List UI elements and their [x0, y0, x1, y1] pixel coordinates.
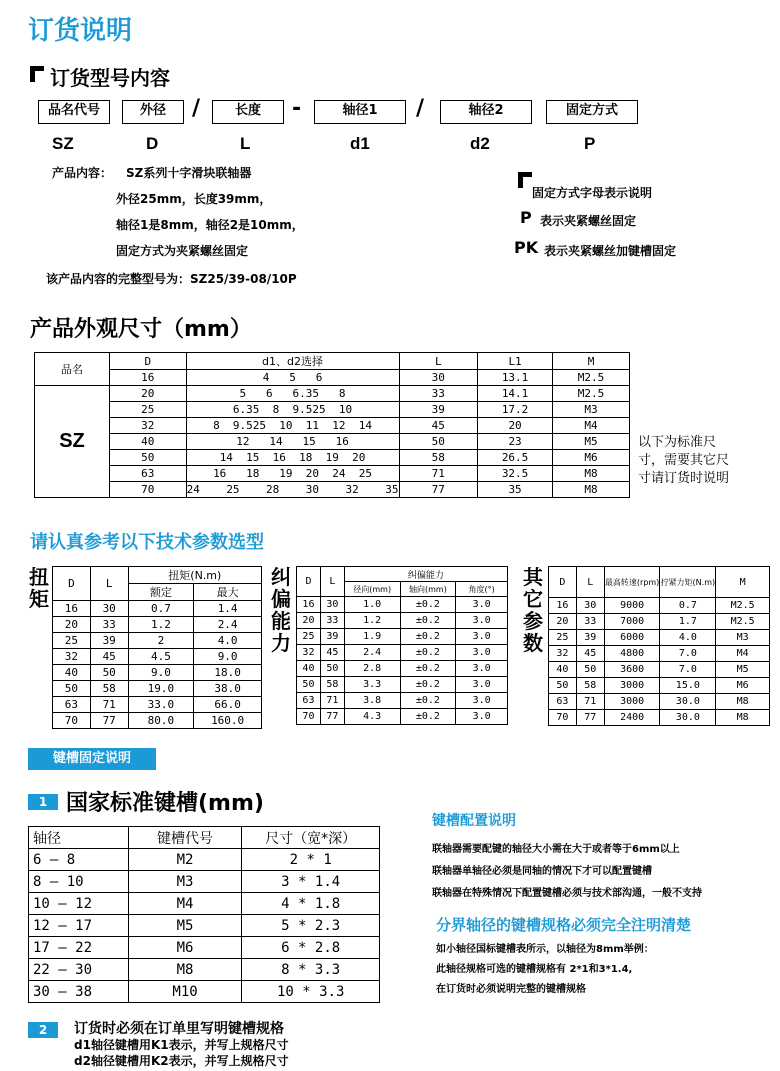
separator: /	[416, 96, 425, 121]
cell: 71	[576, 694, 604, 710]
cell: 5 6 6.35 8	[186, 386, 399, 402]
cell: 50	[320, 661, 344, 677]
table-row	[297, 677, 508, 693]
section-bracket	[30, 66, 44, 82]
fix-legend-heading: 固定方式字母表示说明	[532, 186, 653, 200]
header-max: 最大	[194, 584, 262, 601]
cell: 0.7	[128, 601, 194, 617]
cell: 30.0	[660, 694, 716, 710]
table-row	[549, 710, 770, 726]
cell: 30	[399, 370, 478, 386]
cell: ±0.2	[400, 613, 456, 629]
cell: 45	[320, 645, 344, 661]
cell: 33.0	[128, 697, 194, 713]
mark-line: 此轴径规格可选的键槽规格有 2*1和3*1.4,	[436, 964, 633, 975]
cell: 6.35 8 9.525 10	[186, 402, 399, 418]
table-row	[29, 937, 380, 959]
cell: 12 14 15 16	[186, 434, 399, 450]
table-row	[53, 633, 262, 649]
table-row	[53, 681, 262, 697]
cell: 32.5	[478, 466, 553, 482]
header-l: L	[576, 567, 604, 598]
cell: 15.0	[660, 678, 716, 694]
cell: 40	[549, 662, 577, 678]
table-row	[35, 466, 630, 482]
mark-line: 如小轴径国标键槽表所示，以轴径为8mm举例：	[436, 944, 654, 955]
cell: 14.1	[478, 386, 553, 402]
cell: 33	[576, 614, 604, 630]
cell: 30	[576, 598, 604, 614]
cell: 3.0	[456, 709, 508, 725]
cell: 63	[109, 466, 186, 482]
cell: 1.9	[344, 629, 400, 645]
table-row	[35, 434, 630, 450]
cell: 50	[53, 681, 91, 697]
cell: 58	[90, 681, 128, 697]
code-d1: d1	[350, 134, 370, 153]
cell: 2.8	[344, 661, 400, 677]
cell: 20	[53, 617, 91, 633]
cell: 9000	[604, 598, 660, 614]
header-l: L	[90, 567, 128, 601]
cell: 4.5	[128, 649, 194, 665]
cell: 20	[109, 386, 186, 402]
dimensions-note: 以下为标准尺寸，需要其它尺寸请订货时说明	[638, 435, 730, 486]
cell: 71	[90, 697, 128, 713]
cell: 70	[109, 482, 186, 498]
cell: 4 * 1.8	[242, 893, 380, 915]
cell: M4	[553, 418, 630, 434]
config-line: 联轴器在特殊情况下配置键槽必须与技术部沟通，一般不支持	[432, 888, 702, 899]
cell: 50	[297, 677, 321, 693]
fix-legend-code: PK	[514, 238, 539, 257]
header-product: 品名	[35, 353, 110, 386]
header-angle: 角度(°)	[456, 582, 508, 597]
model-box-outer-diameter: 外径	[122, 100, 184, 124]
config-line: 联轴器单轴径必须是同轴的情况下才可以配置键槽	[432, 866, 652, 877]
other-params-label: 其它参数	[523, 565, 543, 655]
deviation-table	[296, 566, 508, 725]
cell: 45	[576, 646, 604, 662]
section-number-1: 1	[28, 794, 58, 810]
cell: M4	[128, 893, 242, 915]
table-row	[549, 678, 770, 694]
cell: 23	[478, 434, 553, 450]
cell: 33	[399, 386, 478, 402]
torque-table	[52, 566, 262, 729]
cell: M5	[553, 434, 630, 450]
cell: 39	[399, 402, 478, 418]
cell: 32	[549, 646, 577, 662]
code-d2: d2	[470, 134, 490, 153]
keyway-standard-heading: 国家标准键槽(mm)	[66, 791, 264, 816]
cell: 26.5	[478, 450, 553, 466]
header-radial: 径向(mm)	[344, 582, 400, 597]
cell: 3.0	[456, 677, 508, 693]
cell: M8	[553, 466, 630, 482]
header-l: L	[320, 567, 344, 597]
header-d1d2: d1、d2选择	[186, 353, 399, 370]
cell: 58	[320, 677, 344, 693]
table-row	[297, 613, 508, 629]
cell: 18.0	[194, 665, 262, 681]
cell: M3	[553, 402, 630, 418]
header-d: D	[53, 567, 91, 601]
separator: /	[192, 96, 201, 121]
params-heading: 请认真参考以下技术参数选型	[30, 532, 264, 553]
table-row	[549, 630, 770, 646]
table-row	[53, 713, 262, 729]
cell: ±0.2	[400, 645, 456, 661]
cell: M8	[553, 482, 630, 498]
cell: M3	[128, 871, 242, 893]
cell: 33	[90, 617, 128, 633]
cell: 80.0	[128, 713, 194, 729]
cell: ±0.2	[400, 709, 456, 725]
cell: 14 15 16 18 19 20	[186, 450, 399, 466]
cell: M2.5	[553, 386, 630, 402]
cell: 16	[297, 597, 321, 613]
table-row	[53, 665, 262, 681]
cell: 8 * 3.3	[242, 959, 380, 981]
cell: 50	[90, 665, 128, 681]
cell: 20	[549, 614, 577, 630]
cell: 7000	[604, 614, 660, 630]
section-number-2: 2	[28, 1022, 58, 1038]
cell: 1.4	[194, 601, 262, 617]
cell: 2	[128, 633, 194, 649]
cell: 2.4	[194, 617, 262, 633]
separator: -	[292, 96, 302, 121]
header-m: M	[553, 353, 630, 370]
cell: 7.0	[660, 662, 716, 678]
content-line: SZ系列十字滑块联轴器	[126, 166, 252, 180]
cell: 30.0	[660, 710, 716, 726]
cell: 25	[53, 633, 91, 649]
header-d: D	[549, 567, 577, 598]
cell: 3.0	[456, 661, 508, 677]
cell: 2400	[604, 710, 660, 726]
header-shaft: 轴径	[29, 827, 129, 849]
cell: 8 — 10	[29, 871, 129, 893]
cell: ±0.2	[400, 629, 456, 645]
cell: 58	[576, 678, 604, 694]
cell: M8	[716, 710, 770, 726]
cell: 24 25 28 30 32 35	[186, 483, 399, 496]
table-row	[35, 386, 630, 402]
cell: 50	[576, 662, 604, 678]
header-tightening-torque: 拧紧力矩(N.m)	[660, 567, 716, 598]
cell: 32	[53, 649, 91, 665]
cell: 5 * 2.3	[242, 915, 380, 937]
cell: 2.4	[344, 645, 400, 661]
cell: 39	[576, 630, 604, 646]
code-l: L	[240, 134, 251, 153]
cell: 4800	[604, 646, 660, 662]
cell: 45	[90, 649, 128, 665]
table-row	[549, 614, 770, 630]
cell: 40	[109, 434, 186, 450]
cell: 16	[109, 370, 186, 386]
cell: 160.0	[194, 713, 262, 729]
cell: 25	[297, 629, 321, 645]
header-size: 尺寸（宽*深）	[242, 827, 380, 849]
cell: 20	[478, 418, 553, 434]
table-row	[53, 697, 262, 713]
cell: 71	[320, 693, 344, 709]
cell: 3000	[604, 678, 660, 694]
model-box-shaft2: 轴径2	[440, 100, 532, 124]
cell: 39	[90, 633, 128, 649]
dimensions-heading: 产品外观尺寸（mm）	[30, 317, 252, 342]
cell: 3.3	[344, 677, 400, 693]
cell: 77	[90, 713, 128, 729]
code-sz: SZ	[52, 134, 74, 153]
cell: 63	[297, 693, 321, 709]
cell: 6000	[604, 630, 660, 646]
other-params-table	[548, 566, 770, 726]
cell: 3.0	[456, 693, 508, 709]
header-deviation: 纠偏能力	[344, 567, 507, 582]
table-row	[35, 370, 630, 386]
header-l1: L1	[478, 353, 553, 370]
cell: 70	[297, 709, 321, 725]
cell: 4 5 6	[186, 370, 399, 386]
code-p: P	[584, 134, 596, 153]
table-row	[35, 402, 630, 418]
cell: 7.0	[660, 646, 716, 662]
cell: ±0.2	[400, 661, 456, 677]
content-line: 外径25mm，长度39mm，	[116, 192, 272, 206]
cell: 2 * 1	[242, 849, 380, 871]
cell: M5	[128, 915, 242, 937]
cell: 63	[53, 697, 91, 713]
cell: 13.1	[478, 370, 553, 386]
cell: 45	[399, 418, 478, 434]
cell: M3	[716, 630, 770, 646]
cell: 25	[549, 630, 577, 646]
table-row	[549, 662, 770, 678]
cell: M10	[128, 981, 242, 1003]
cell: 71	[399, 466, 478, 482]
header-m: M	[716, 567, 770, 598]
cell: 9.0	[128, 665, 194, 681]
cell: 17.2	[478, 402, 553, 418]
table-row	[297, 661, 508, 677]
cell: 3600	[604, 662, 660, 678]
cell: 50	[109, 450, 186, 466]
cell: 17 — 22	[29, 937, 129, 959]
cell: 16	[53, 601, 91, 617]
table-row	[549, 598, 770, 614]
header-axial: 轴向(mm)	[400, 582, 456, 597]
content-line: 轴径1是8mm，轴径2是10mm，	[116, 218, 304, 232]
cell: M6	[128, 937, 242, 959]
cell: 16 18 19 20 24 25	[186, 466, 399, 482]
cell: M6	[553, 450, 630, 466]
table-row	[297, 693, 508, 709]
product-sz: SZ	[35, 386, 110, 498]
cell: 3.0	[456, 613, 508, 629]
table-row	[29, 849, 380, 871]
cell: M2	[128, 849, 242, 871]
cell: 25	[109, 402, 186, 418]
cell: 4.3	[344, 709, 400, 725]
cell: 58	[399, 450, 478, 466]
keyway-badge: 键槽固定说明	[28, 748, 156, 770]
cell: 32	[109, 418, 186, 434]
table-row	[53, 649, 262, 665]
cell: M4	[716, 646, 770, 662]
cell: 19.0	[128, 681, 194, 697]
content-line: 固定方式为夹紧螺丝固定	[116, 244, 249, 258]
table-row	[29, 915, 380, 937]
cell: 70	[53, 713, 91, 729]
cell: 66.0	[194, 697, 262, 713]
table-row	[29, 893, 380, 915]
cell: 77	[576, 710, 604, 726]
cell: 4.0	[194, 633, 262, 649]
code-d: D	[146, 134, 159, 153]
cell: 33	[320, 613, 344, 629]
cell: 10 * 3.3	[242, 981, 380, 1003]
config-heading: 键槽配置说明	[432, 813, 516, 829]
header-d: D	[297, 567, 321, 597]
cell: M8	[716, 694, 770, 710]
header-max-speed: 最高转速(rpm)	[604, 567, 660, 598]
cell: 3.8	[344, 693, 400, 709]
config-line: 联轴器需要配键的轴径大小需在大于或者等于6mm以上	[432, 844, 680, 855]
cell: 30	[320, 597, 344, 613]
cell: 30 — 38	[29, 981, 129, 1003]
cell: 77	[399, 482, 478, 498]
cell: 50	[549, 678, 577, 694]
cell: 38.0	[194, 681, 262, 697]
cell: 1.2	[128, 617, 194, 633]
table-row	[29, 981, 380, 1003]
cell: 3 * 1.4	[242, 871, 380, 893]
cell: 20	[297, 613, 321, 629]
model-box-shaft1: 轴径1	[314, 100, 406, 124]
full-model: 该产品内容的完整型号为：SZ25/39-08/10P	[46, 272, 297, 286]
cell: ±0.2	[400, 677, 456, 693]
cell: 3000	[604, 694, 660, 710]
table-row	[53, 601, 262, 617]
cell: 3.0	[456, 629, 508, 645]
page-title: 订货说明	[28, 16, 133, 46]
table-row	[297, 709, 508, 725]
cell: M2.5	[716, 614, 770, 630]
cell: 16	[549, 598, 577, 614]
cell: 3.0	[456, 645, 508, 661]
cell: 40	[297, 661, 321, 677]
cell: 32	[297, 645, 321, 661]
header-torque: 扭矩(N.m)	[128, 567, 261, 584]
table-row	[549, 646, 770, 662]
table-row	[53, 617, 262, 633]
fix-legend-code: P	[520, 208, 532, 227]
torque-label: 扭矩	[29, 565, 49, 611]
header-rated: 额定	[128, 584, 194, 601]
model-box-length: 长度	[212, 100, 284, 124]
cell: 10 — 12	[29, 893, 129, 915]
cell: 39	[320, 629, 344, 645]
cell: 30	[90, 601, 128, 617]
cell: M2.5	[716, 598, 770, 614]
model-box-product-code: 品名代号	[38, 100, 110, 124]
order-line: d2轴径键槽用K2表示，并写上规格尺寸	[74, 1054, 289, 1068]
cell: 50	[399, 434, 478, 450]
header-keyway-code: 键槽代号	[128, 827, 242, 849]
cell: 40	[53, 665, 91, 681]
cell: 4.0	[660, 630, 716, 646]
cell: 1.0	[344, 597, 400, 613]
dimensions-table	[34, 352, 630, 498]
cell: M5	[716, 662, 770, 678]
table-row	[549, 694, 770, 710]
cell: 12 — 17	[29, 915, 129, 937]
legend-bracket	[518, 172, 532, 188]
order-line: 订货时必须在订单里写明键槽规格	[74, 1021, 284, 1037]
table-row	[297, 645, 508, 661]
model-box-fix-method: 固定方式	[546, 100, 638, 124]
cell: 70	[549, 710, 577, 726]
cell: 9.0	[194, 649, 262, 665]
table-row	[35, 418, 630, 434]
content-label: 产品内容：	[52, 166, 113, 180]
cell: 63	[549, 694, 577, 710]
cell: M8	[128, 959, 242, 981]
keyway-table	[28, 826, 380, 1003]
table-row	[35, 450, 630, 466]
fix-legend-text: 表示夹紧螺丝加键槽固定	[544, 244, 677, 258]
cell: 22 — 30	[29, 959, 129, 981]
header-d: D	[109, 353, 186, 370]
cell: M6	[716, 678, 770, 694]
table-row	[35, 482, 630, 498]
cell: M2.5	[553, 370, 630, 386]
cell: 77	[320, 709, 344, 725]
mark-heading: 分界轴径的键槽规格必须完全注明清楚	[436, 916, 692, 934]
table-row	[297, 629, 508, 645]
cell: ±0.2	[400, 597, 456, 613]
cell: 3.0	[456, 597, 508, 613]
cell: 8 9.525 10 11 12 14	[186, 418, 399, 434]
cell: 6 * 2.8	[242, 937, 380, 959]
header-l: L	[399, 353, 478, 370]
cell: 0.7	[660, 598, 716, 614]
model-heading: 订货型号内容	[50, 66, 170, 90]
order-line: d1轴径键槽用K1表示，并写上规格尺寸	[74, 1038, 289, 1052]
fix-legend-text: 表示夹紧螺丝固定	[540, 214, 637, 228]
table-row	[29, 959, 380, 981]
table-row	[297, 597, 508, 613]
cell: 1.7	[660, 614, 716, 630]
mark-line: 在订货时必须说明完整的键槽规格	[436, 984, 586, 995]
deviation-label: 纠偏能力	[271, 565, 291, 655]
cell: 6 — 8	[29, 849, 129, 871]
cell: ±0.2	[400, 693, 456, 709]
table-row	[29, 871, 380, 893]
cell: 35	[478, 482, 553, 498]
cell: 1.2	[344, 613, 400, 629]
